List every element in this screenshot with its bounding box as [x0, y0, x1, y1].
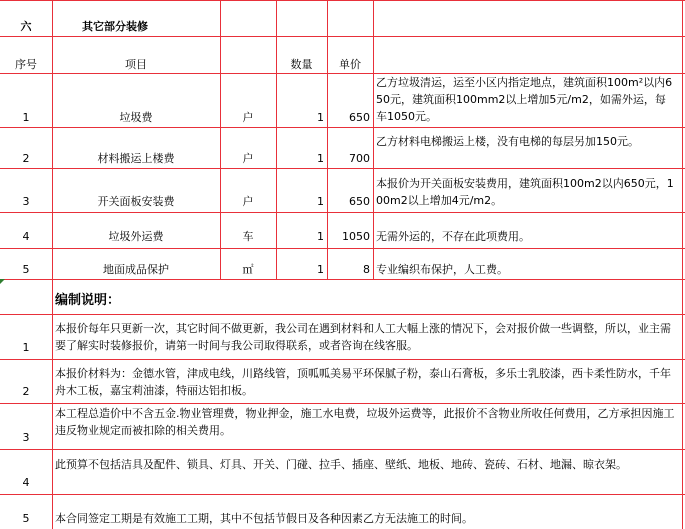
row-qty: 1 [317, 152, 324, 165]
grid-line [0, 127, 685, 128]
row-seq: 5 [22, 263, 30, 276]
section-number: 六 [20, 20, 32, 33]
grid-line [0, 248, 685, 249]
note-text: 本报价每年只更新一次，其它时间不做更新，我公司在遇到材料和人工大幅上涨的情况下，会对报价做一些调整，所以，业主需要了解实时装修报价，请第一时间与我公司取得联系，或者咨询在线客服。 [55, 322, 671, 352]
row-qty: 1 [317, 111, 324, 124]
row-qty: 1 [317, 230, 324, 243]
row-unit: 户 [242, 152, 254, 165]
header-seq: 序号 [15, 58, 37, 71]
row-price: 650 [349, 111, 370, 124]
header-price: 单价 [339, 58, 361, 71]
row-price: 8 [363, 263, 370, 276]
grid-line [373, 0, 374, 279]
row-note: 无需外运的，不存在此项费用。 [376, 230, 530, 243]
note-seq: 2 [22, 385, 30, 398]
row-seq: 1 [22, 111, 30, 124]
grid-line [682, 0, 683, 529]
row-unit: 户 [242, 195, 254, 208]
row-qty: 1 [317, 195, 324, 208]
row-unit: ㎡ [242, 263, 254, 276]
row-seq: 3 [22, 195, 30, 208]
note-text: 本工程总造价中不含五金.物业管理费，物业押金，施工水电费，垃圾外运费等，此报价不含物业所收任何费用，乙方承担因施工违反物业规定而被扣除的相关费用。 [55, 407, 675, 437]
grid-line [0, 36, 685, 37]
row-item: 垃圾费 [119, 111, 153, 124]
grid-line [0, 449, 685, 450]
row-note: 乙方垃圾清运，运至小区内指定地点，建筑面积100m²以内650元，建筑面积100mm2以上增加5元/m2，如需外运，每车1050元。 [376, 76, 673, 123]
row-seq: 2 [22, 152, 30, 165]
row-price: 650 [349, 195, 370, 208]
header-item: 项目 [125, 58, 147, 71]
grid-line [0, 279, 685, 280]
grid-line [0, 212, 685, 213]
row-note: 专业编织布保护，人工费。 [376, 263, 508, 276]
row-item: 地面成品保护 [103, 263, 169, 276]
grid-line [0, 0, 685, 1]
grid-line [0, 314, 685, 315]
note-seq: 5 [22, 512, 30, 525]
row-unit: 车 [242, 230, 254, 243]
row-seq: 4 [22, 230, 30, 243]
section-title: 其它部分装修 [82, 20, 148, 33]
grid-line [0, 403, 685, 404]
row-note: 本报价为开关面板安装费用，建筑面积100m2以内650元，100m2以上增加4元/m2。 [376, 177, 674, 207]
row-price: 700 [349, 152, 370, 165]
grid-line [0, 359, 685, 360]
notes-title: 编制说明： [55, 293, 121, 308]
row-qty: 1 [317, 263, 324, 276]
row-item: 开关面板安装费 [97, 195, 175, 208]
cell-comment-marker [0, 279, 5, 284]
row-item: 材料搬运上楼费 [97, 152, 175, 165]
row-price: 1050 [342, 230, 370, 243]
note-seq: 4 [22, 476, 30, 489]
row-item: 垃圾外运费 [108, 230, 164, 243]
note-text: 本合同签定工期是有效施工工期，其中不包括节假日及各种因素乙方无法施工的时间。 [55, 512, 473, 525]
row-unit: 户 [242, 111, 254, 124]
header-qty: 数量 [290, 58, 313, 71]
grid-line [0, 494, 685, 495]
note-text: 此预算不包括洁具及配件、锁具、灯具、开关、门碰、拉手、插座、壁纸、地板、地砖、瓷砖、石材、地漏、晾衣架。 [55, 458, 627, 471]
grid-line [0, 168, 685, 169]
note-seq: 3 [22, 431, 30, 444]
note-seq: 1 [22, 341, 30, 354]
note-text: 本报价材料为：金德水管，津成电线，川路线管，顶呱呱美易平环保腻子粉，泰山石膏板，多乐士乳胶漆，西卡柔性防水，千年舟木工板，嘉宝莉油漆，特丽达铝扣板。 [55, 367, 671, 397]
row-note: 乙方材料电梯搬运上楼，没有电梯的每层另加150元。 [376, 135, 639, 148]
